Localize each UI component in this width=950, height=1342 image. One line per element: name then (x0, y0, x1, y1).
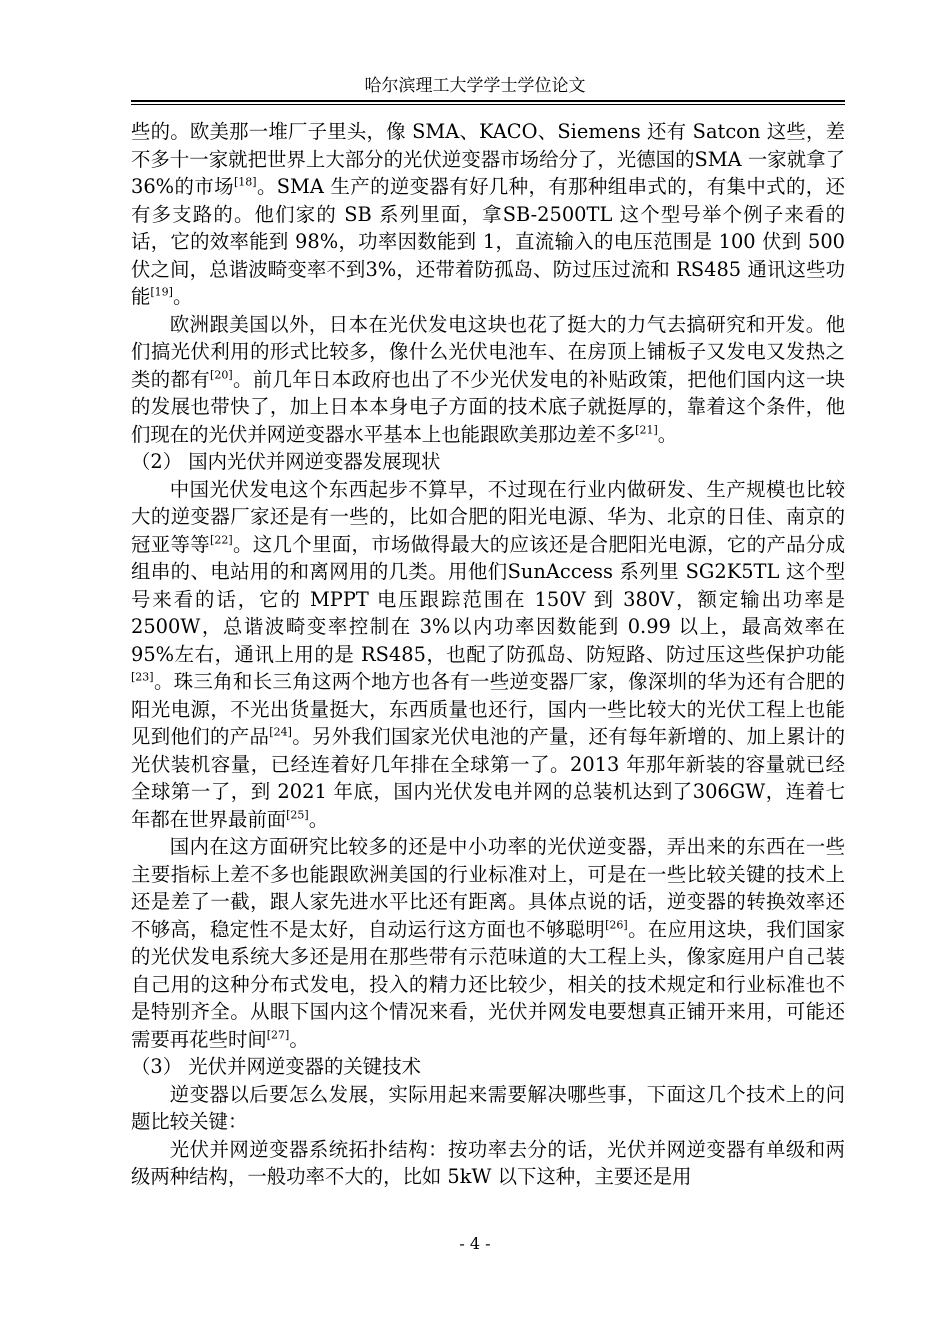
citation: [19] (150, 285, 173, 299)
citation: [26] (605, 918, 628, 932)
page-number: - 4 - (459, 1234, 491, 1253)
citation: [23] (131, 670, 154, 684)
paragraph-1: 些的。欧美那一堆厂子里头，像 SMA、KACO、Siemens 还有 Satcon 这些，差不多十一家就把世界上大部分的光伏逆变器市场给分了，光德国的SMA 一家就拿了 36%的市场[18]。SMA 生产的逆变器有好几种，有那种组串式的，有集中式的，还有多支路的。他们家的 SB 系列里面，拿SB-2500TL 这个型号举个例子来看的话，它的效率能到 98%，功率因数能到 1，直流输入的电压范围是 100 伏到 500 伏之间，总谐波畸变率不到3%，还带着防孤岛、防过压过流和 RS485 通讯这些功能[19]。 (131, 120, 845, 308)
citation: [27] (266, 1028, 290, 1042)
section-heading-2: （2） 国内光伏并网逆变器发展现状 (131, 450, 441, 473)
body-text (131, 118, 845, 1191)
citation: [18] (233, 175, 257, 189)
citation: [24] (269, 725, 292, 739)
citation: [21] (635, 423, 658, 437)
paragraph-6: 光伏并网逆变器系统拓扑结构：按功率去分的话，光伏并网逆变器有单级和两级两种结构，一般功率不大的，比如 5kW 以下这种，主要还是用 (131, 1137, 845, 1188)
paragraph-2: 欧洲跟美国以外，日本在光伏发电这块也花了挺大的力气去搞研究和开发。他们搞光伏利用的形式比较多，像什么光伏电池车、在房顶上铺板子又发电又发热之类的都有[20]。前几年日本政府也出了不少光伏发电的补贴政策，把他们国内这一块的发展也带快了，加上日本本身电子方面的技术底子就挺厚的，靠着这个条件，他们现在的光伏并网逆变器水平基本上也能跟欧美那边差不多[21]。 (131, 312, 846, 446)
paragraph-5: 逆变器以后要怎么发展，实际用起来需要解决哪些事，下面这几个技术上的问题比较关键： (131, 1082, 845, 1133)
citation: [25] (286, 808, 309, 822)
paragraph-3: 中国光伏发电这个东西起步不算早，不过现在行业内做研发、生产规模也比较大的逆变器厂家还是有一些的，比如合肥的阳光电源、华为、北京的日佳、南京的冠亚等等[22]。这几个里面，市场做得最大的应该还是合肥阳光电源，它的产品分成组串的、电站用的和离网用的几类。用他们SunAccess 系列里 SG2K5TL 这个型号来看的话，它的 MPPT 电压跟踪范围在 150V 到 380V，额定输出功率是 2500W，总谐波畸变率控制在 3%以内功率因数能到 0.99 以上，最高效率在 95%左右，通讯上用的是 RS485，也配了防孤岛、防短路、防过压这些保护功能[23]。珠三角和长三角这两个地方也各有一些逆变器厂家，像深圳的华为还有合肥的阳光电源，不光出货量挺大，东西质量也还行，国内一些比较大的光伏工程上也能见到他们的产品[24]。另外我们国家光伏电池的产量，还有每年新增的、加上累计的光伏装机容量，已经连着好几年排在全球第一了。2013 年那年新装的容量就已经全球第一了，到 2021 年底，国内光伏发电并网的总装机达到了306GW，连着七年都在世界最前面[25]。 (131, 477, 846, 831)
citation: [22] (210, 533, 233, 547)
header-rule-thick (131, 100, 845, 102)
header-rule-thin (131, 104, 845, 105)
citation: [20] (210, 368, 233, 382)
section-heading-3: （3） 光伏并网逆变器的关键技术 (131, 1055, 421, 1078)
paragraph-4: 国内在这方面研究比较多的还是中小功率的光伏逆变器，弄出来的东西在一些主要指标上差不多也能跟欧洲美国的行业标准对上，可是在一些比较关键的技术上还是差了一截，跟人家先进水平比还有距离。具体点说的话，逆变器的转换效率还不够高，稳定性不是太好，自动运行这方面也不够聪明[26]。在应用这块，我们国家的光伏发电系统大多还是用在那些带有示范味道的大工程上头，像家庭用户自己装自己用的这种分布式发电，投入的精力还比较少，相关的技术规定和行业标准也不是特别齐全。从眼下国内这个情况来看，光伏并网发电要想真正铺开来用，可能还需要再花些时间[27]。 (131, 835, 846, 1051)
running-header: 哈尔滨理工大学学士学位论文 (364, 76, 586, 96)
